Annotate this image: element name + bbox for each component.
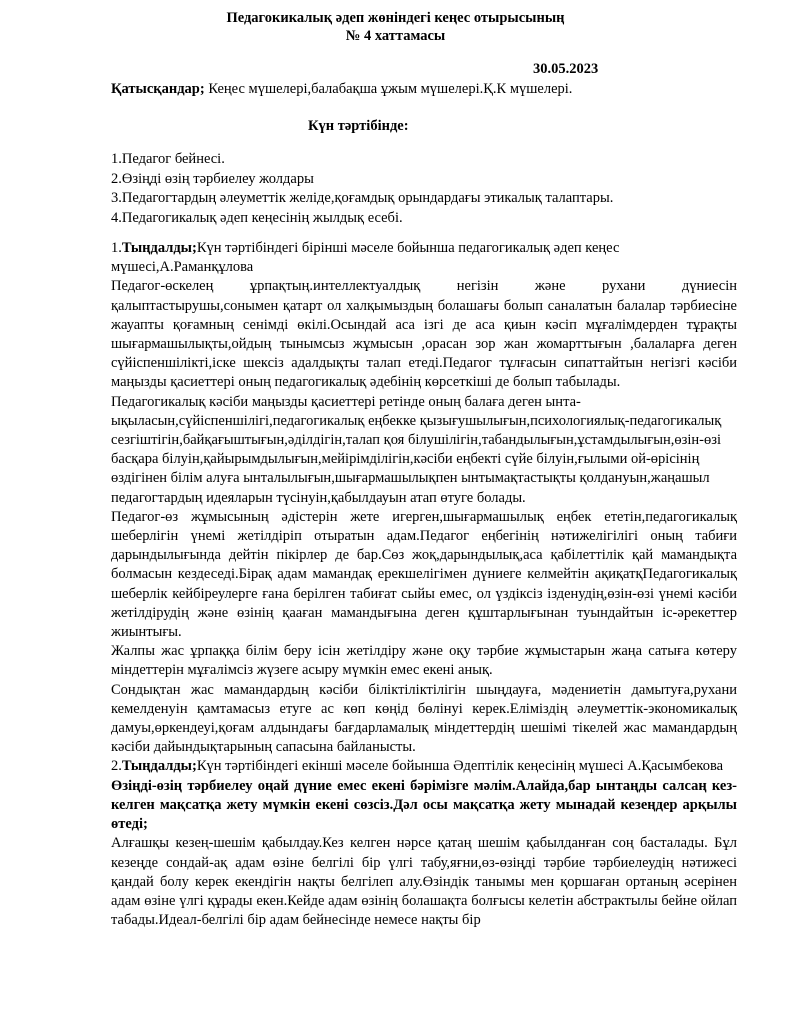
document-title-line2: № 4 хаттамасы [345, 28, 446, 44]
protocol-body [111, 239, 737, 930]
paragraph-3: Педагог-өз жұмысының әдістерін жете игерген,шығармашылық еңбек ететін,педагогикалық шеберлігін үнемі жетілдіріп отыратын адам.Педагог еңбегінің нәтижелігілігі оның табиғи дарындылығында дейтін пікірлер де бар.Сөз жоқ,дарындылық,аса қабілеттілік қай мамандықта болмасын кездеседі.Бірақ адам мамандақ ерекшелігімен дүниеге келмейтін ақиқатқПедагогикалық шеберлік кейбіреулерге ғана берілген табиғат сыйы емес, ол үздіксіз ізденудің,өзін-өзі үнемі кәсіби жетілдірудің және өзінің қааған мамандығына деген құштарлығынан туындайтын іс-әрекеттер жиынтығы. [111, 508, 737, 641]
agenda-item: 1.Педагог бейнесі. [111, 151, 225, 167]
agenda-heading: Күн тәртібінде: [308, 118, 409, 134]
protocol-date: 30.05.2023 [533, 61, 599, 77]
section2-number: 2. [111, 758, 122, 775]
participants-line [111, 80, 572, 98]
section2-label: Тыңдалды; [121, 758, 197, 775]
paragraph-2: Педагогикалық кәсіби маңызды қасиеттері ретінде оның балаға деген ынта-ықыласын,сүйіспеншілігі,педагогикалық еңбекке қызығушылығын,психологиялық-педагогикалық сезгіштігін,байқағыштығын,әділдігін,талап қоя білушілігін,табандылығын,ұстамдылығын,өзін-өзі басқара білуін,қайырымдылығын,мейірімділігін,кәсіби еңбекті сүйе білуін,ғылыми ой-өрісінің өздігінен білім алуға ынталылығын,шығармашылықпен ынтымақтастықты қолдануын,жаңашыл педагогтардың идеяларын түсінуін,қабылдауын атап өтуге болады. [111, 393, 722, 506]
agenda-list [111, 150, 613, 228]
agenda-item: 4.Педагогикалық әдеп кеңесінің жылдық есебі. [111, 209, 403, 226]
section1-heading [111, 239, 737, 277]
paragraph-7: Алғашқы кезең-шешім қабылдау.Кез келген нәрсе қатаң шешім қабылданған соң басталады. Бұл кезеңде сондай-ақ адам өзіне белгілі бір үлгі табу,яғни,өз-өзіңді тәрбие тәрбиелеудің нәтижесі қандай болу керек екендігін нақты белгілеп алу.Өзіндік танымы мен қоршаған ортаның әсерінен адам өзіне үлгі құрады екен.Кейде адам өзінің болашақта болғысы келетін абстрактылы бейне ойлап табады.Идеал-белгілі бір адам бейнесінде немесе нақты бір [111, 835, 737, 929]
paragraph-4: Жалпы жас ұрпаққа білім беру ісін жетілдіру және оқу тәрбие жұмыстарын жаңа сатыға көтеру міндеттерін мұғалімсіз жүзеге асыру мүмкін емес екені анық. [111, 643, 737, 679]
paragraph-6-bold: Өзіңді-өзің тәрбиелеу оңай дүние емес екені бәрімізге мәлім.Алайда,бар ынтаңды салсаң кез-келген мақсатқа жету мүмкін екені сөзсіз.Дәл осы мақсатқа жету мынадай кезеңдер арқылы өтеді; [111, 777, 737, 833]
participants-label: Қатысқандар; [111, 81, 205, 97]
section2-heading [111, 757, 737, 776]
section2-intro: Күн тәртібіндегі екінші мәселе бойынша Әдептілік кеңесінің мүшесі А.Қасымбекова [196, 758, 724, 775]
section1-intro: Күн тәртібіндегі бірінші мәселе бойынша педагогикалық әдеп кеңес мүшесі,А.Раманқұлова [111, 240, 620, 276]
participants-text: Кеңес мүшелері,балабақша ұжым мүшелері.Қ.К мүшелері. [204, 81, 573, 97]
paragraph-1: Педагог-өскелең ұрпақтың.интеллектуалдық негізін және рухани дүниесін қалыптастырушы,сонымен қатарт ол халқымыздың болашағы болып саналатын балалар тәрбиесіне жауапты қоғамның сенімді өкілі.Осындай аса ізгі де аса қиын кәсіп мұғалімдерден тұрақты шығармашылықты,ойдың тынымсыз жұмысын ,орасан зор жан жомарттығын ,балаларға деген сүйіспеншілікті,іске шексіз адалдықты талап етеді.Педагог тұлғасын сипаттайтын негізгі кәсіби маңызды қасиеттері оның педагогикалық әдебінің көрсеткіші де болып табылады. [111, 278, 737, 391]
section1-number: 1. [111, 240, 122, 256]
agenda-item: 2.Өзіңді өзің тәрбиелеу жолдары [111, 170, 314, 187]
paragraph-5: Сондықтан жас мамандардың кәсіби біліктіліктілігін шыңдауға, мәдениетін дамытуға,рухани кемелденуін қамтамасыз етуге ас көп көңід бөлінуі керек.Еліміздің әлеуметтік-экономикалық дамуы,өркендеуі,қоғам алдындағы бағдарламалық міндеттердің шешімі тікелей жас мамандардың кәсіби дайындықтарының сапасына байланысты. [111, 681, 737, 756]
section1-label: Тыңдалды; [121, 240, 197, 256]
document-title-line1: Педагокикалық әдеп жөніндегі кеңес отырысының [226, 10, 565, 26]
agenda-item: 3.Педагогтардың әлеуметтік желіде,қоғамдық орындардағы этикалық талаптары. [111, 190, 614, 206]
